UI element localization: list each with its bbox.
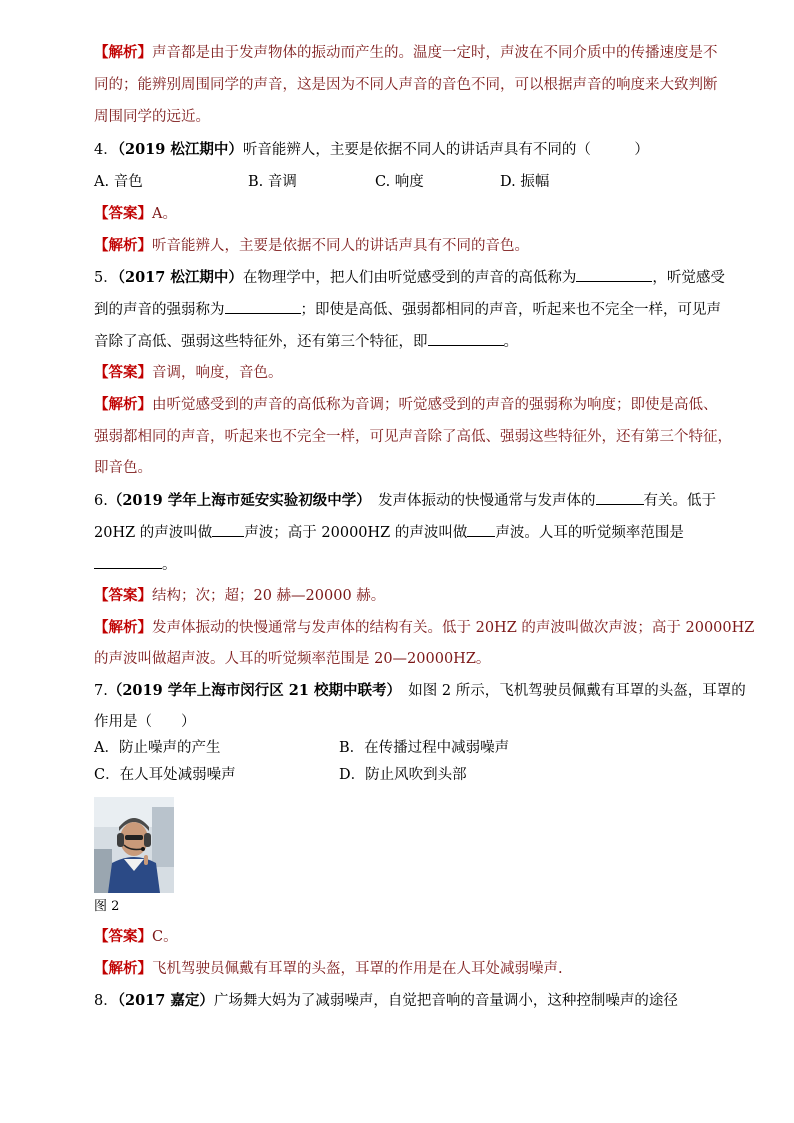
q4-option-a: A. 音色 bbox=[94, 174, 143, 190]
q4-option-b: B. 音调 bbox=[248, 174, 297, 190]
q5-stem-line-2: 到的声音的强弱称为 ；即使是高低、强弱都相同的声音，听起来也不完全一样，可见声 bbox=[94, 299, 721, 320]
q7-analysis: 【解析】飞机驾驶员佩戴有耳罩的头盔，耳罩的作用是在人耳处减弱噪声. bbox=[94, 960, 563, 977]
q7-answer: 【答案】C。 bbox=[94, 928, 178, 945]
q6-blank-3 bbox=[467, 522, 495, 537]
pilot-headset-photo bbox=[94, 797, 174, 893]
q5-analysis-line-2: 强弱都相同的声音，听起来也不完全一样，可见声音除了高低、强弱这些特征外，还有第三个特征， bbox=[94, 429, 732, 445]
q5-blank-1 bbox=[576, 267, 652, 282]
q7-stem-line-1: 7.（2019 学年上海市闵行区 21 校期中联考） 如图 2 所示，飞机驾驶员佩戴有耳罩的头盔，耳罩的 bbox=[94, 682, 746, 699]
q6-blank-2 bbox=[212, 522, 244, 537]
q4-option-c: C. 响度 bbox=[375, 174, 424, 190]
q6-analysis-line-2: 的声波叫做超声波。人耳的听觉频率范围是 20—20000HZ。 bbox=[94, 651, 491, 667]
analysis-tag: 【解析】 bbox=[94, 44, 152, 61]
q6-analysis-line-1: 【解析】发声体振动的快慢通常与发声体的结构有关。低于 20HZ 的声波叫做次声波；高于 20000HZ bbox=[94, 619, 755, 636]
q3-analysis-line-2: 同的；能辨别周围同学的声音，这是因为不同人声音的音色不同，可以根据声音的响度来大致判断 bbox=[94, 77, 718, 93]
q7-source: （2019 学年上海市闵行区 21 校期中联考） bbox=[107, 682, 394, 699]
figure-caption: 图 2 bbox=[94, 899, 120, 914]
pilot-photo-image bbox=[94, 797, 174, 893]
q5-source: （2017 松江期中） bbox=[117, 269, 243, 286]
q6-blank-1 bbox=[596, 490, 644, 505]
q5-answer: 【答案】音调，响度，音色。 bbox=[94, 364, 283, 381]
q5-stem-line-3: 音除了高低、强弱这些特征外，还有第三个特征，即 。 bbox=[94, 331, 518, 352]
q7-option-d: D．防止风吹到头部 bbox=[339, 767, 467, 783]
q6-blank-4 bbox=[94, 554, 162, 569]
q8-stem: 8．（2017 嘉定）广场舞大妈为了减弱噪声，自觉把音响的音量调小，这种控制噪声的途径 bbox=[94, 992, 678, 1009]
q6-stem-line-2: 20HZ 的声波叫做 声波；高于 20000HZ 的声波叫做 声波。人耳的听觉频率范围是 bbox=[94, 522, 684, 543]
q3-analysis-line-1: 【解析】声音都是由于发声物体的振动而产生的。温度一定时，声波在不同介质中的传播速度是不 bbox=[94, 44, 718, 61]
q5-stem-line-1: 5．（2017 松江期中）在物理学中，把人们由听觉感受到的声音的高低称为 ，听觉感受 bbox=[94, 269, 725, 286]
q4-analysis: 【解析】听音能辨人，主要是依据不同人的讲话声具有不同的音色。 bbox=[94, 237, 529, 254]
q7-option-c: C．在人耳处减弱噪声 bbox=[94, 767, 236, 783]
q6-stem-line-1: 6.（2019 学年上海市延安实验初级中学） 发声体振动的快慢通常与发声体的 有关。低于 bbox=[94, 492, 716, 509]
q4-option-d: D. 振幅 bbox=[500, 174, 550, 190]
q4-source: （2019 松江期中） bbox=[117, 141, 243, 158]
q7-stem-line-2: 作用是（ ） bbox=[94, 714, 196, 730]
q4-answer: 【答案】A。 bbox=[94, 205, 177, 222]
q6-answer: 【答案】结构；次；超；20 赫—20000 赫。 bbox=[94, 587, 386, 604]
q5-analysis-line-1: 【解析】由听觉感受到的声音的高低称为音调；听觉感受到的声音的强弱称为响度；即使是高低、 bbox=[94, 396, 718, 413]
q3-analysis-line-3: 周围同学的远近。 bbox=[94, 109, 210, 125]
q5-analysis-line-3: 即音色。 bbox=[94, 460, 152, 476]
q6-source: （2019 学年上海市延安实验初级中学） bbox=[107, 492, 364, 509]
q6-stem-line-3: 。 bbox=[94, 554, 177, 575]
q4-stem: 4．（2019 松江期中）听音能辨人，主要是依据不同人的讲话声具有不同的（ ） bbox=[94, 141, 649, 158]
q5-blank-3 bbox=[428, 331, 504, 346]
q7-option-a: A．防止噪声的产生 bbox=[94, 740, 221, 756]
q5-blank-2 bbox=[225, 299, 301, 314]
q8-source: （2017 嘉定） bbox=[117, 992, 214, 1009]
q7-option-b: B．在传播过程中减弱噪声 bbox=[339, 740, 510, 756]
